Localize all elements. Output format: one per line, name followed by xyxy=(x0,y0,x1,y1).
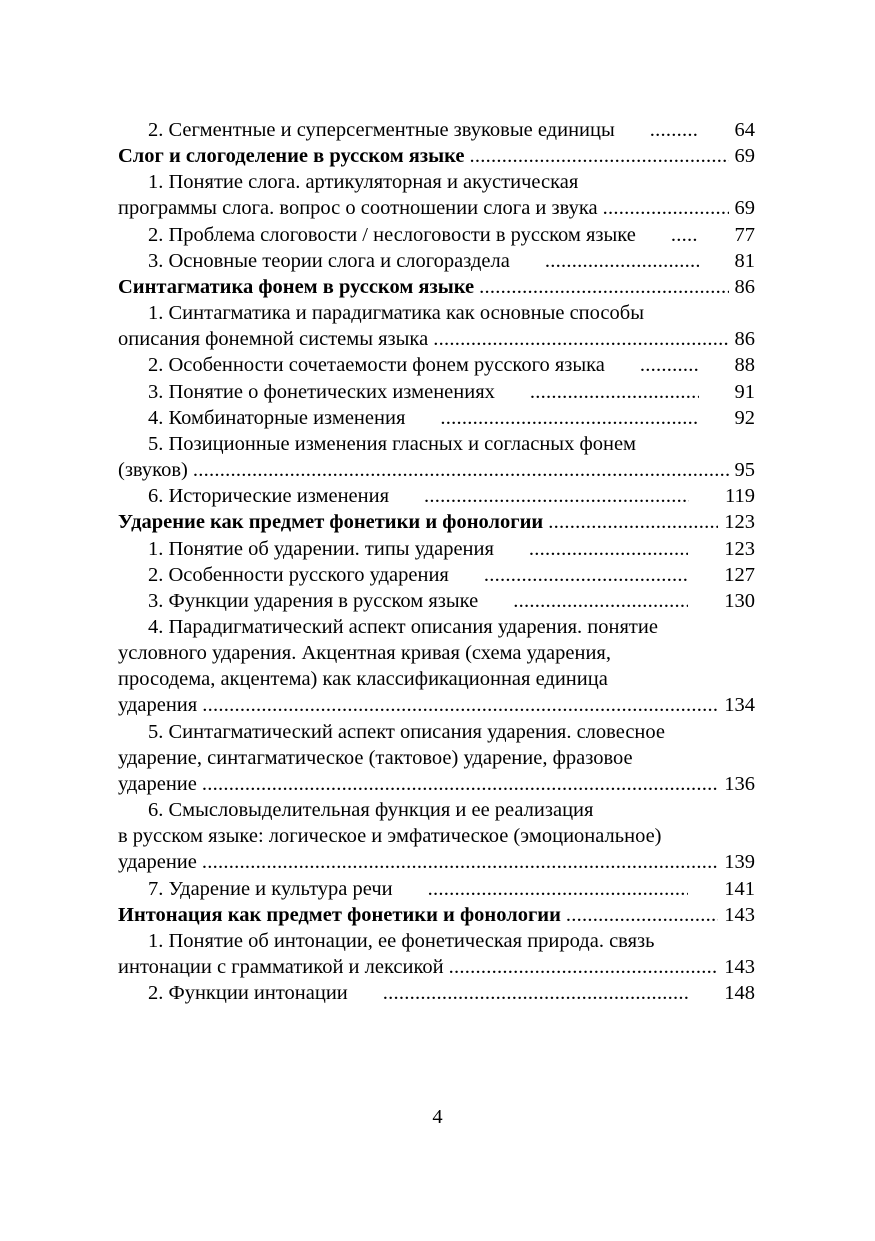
toc-entry-title: Синтагматика фонем в русском языке xyxy=(118,275,475,298)
dot-leader xyxy=(470,143,729,169)
toc-entry-title: 2. Функции интонации xyxy=(148,982,348,1005)
toc-page-number: 69 xyxy=(734,197,755,220)
toc-subsection-entry xyxy=(118,117,755,143)
dot-leader xyxy=(410,405,698,431)
toc-entry-title: (звуков) xyxy=(118,459,188,482)
toc-subsection-entry xyxy=(118,379,755,405)
toc-subsection-entry xyxy=(118,928,755,980)
toc-page-number: 91 xyxy=(734,380,755,403)
toc-entry-leader-line xyxy=(118,954,755,980)
toc-entry-leader-line xyxy=(118,483,755,509)
toc-subsection-entry xyxy=(118,300,755,352)
toc-entry-leader-line xyxy=(118,876,755,902)
toc-entry-title: 4. Комбинаторные изменения xyxy=(148,406,406,429)
dot-leader xyxy=(620,117,699,143)
toc-entry-leader-line xyxy=(118,692,755,718)
dot-leader xyxy=(202,849,718,875)
dot-leader xyxy=(398,876,689,902)
toc-entry-leader-line xyxy=(118,562,755,588)
toc-page-number: 123 xyxy=(724,511,755,534)
toc-page-number: 86 xyxy=(734,328,755,351)
toc-subsection-entry xyxy=(118,588,755,614)
toc-entry-title: 2. Особенности сочетаемости фонем русского языка xyxy=(148,354,605,377)
toc-entry-title: Ударение как предмет фонетики и фонологии xyxy=(118,511,544,534)
toc-page-number: 69 xyxy=(734,145,755,168)
dot-leader xyxy=(202,771,718,797)
toc-entry-title: описания фонемной системы языка xyxy=(118,328,429,351)
toc-page-number: 139 xyxy=(724,851,755,874)
toc-page-number: 123 xyxy=(724,537,755,560)
dot-leader xyxy=(479,274,728,300)
toc-entry-leader-line xyxy=(118,849,755,875)
dot-leader xyxy=(641,222,699,248)
toc-entry-leader-line xyxy=(118,326,755,352)
toc-entry-title: интонации с грамматикой и лексикой xyxy=(118,956,444,978)
toc-page-number: 81 xyxy=(734,249,755,272)
toc-entry-title: 3. Понятие о фонетических изменениях xyxy=(148,380,495,403)
toc-entry-leader-line xyxy=(118,117,755,143)
toc-entry-leader-line xyxy=(118,980,755,1006)
toc-page-number: 127 xyxy=(724,563,755,586)
toc-entry-title: ударение xyxy=(118,851,197,874)
toc-entry-leader-line xyxy=(118,457,755,483)
dot-leader xyxy=(202,692,718,718)
toc-entry-text-line: условного ударения. Акцентная кривая (схема ударения, xyxy=(118,642,611,665)
toc-page-number: 136 xyxy=(724,772,755,795)
toc-subsection-entry xyxy=(118,222,755,248)
toc-subsection-entry xyxy=(118,248,755,274)
toc-subsection-entry xyxy=(118,876,755,902)
table-of-contents xyxy=(118,117,755,1006)
toc-entry-leader-line xyxy=(118,248,755,274)
toc-page-number: 148 xyxy=(724,982,755,1005)
dot-leader xyxy=(433,326,728,352)
toc-entry-text-line: просодема, акцентема) как классификационная единица xyxy=(118,668,608,691)
toc-entry-leader-line xyxy=(118,143,755,169)
toc-entry-title: Слог и слогоделение в русском языке xyxy=(118,145,465,168)
toc-subsection-entry xyxy=(118,483,755,509)
toc-entry-leader-line xyxy=(118,379,755,405)
toc-page-number: 95 xyxy=(734,459,755,482)
toc-entry-title: 2. Проблема слоговости / неслоговости в русском языке xyxy=(148,223,636,246)
toc-entry-leader-line xyxy=(118,771,755,797)
toc-entry-text-line: 5. Позиционные изменения гласных и согласных фонем xyxy=(148,432,637,455)
dot-leader xyxy=(566,902,718,928)
toc-entry-text-line: 6. Смысловыделительная функция и ее реализация xyxy=(148,799,594,822)
toc-entry-title: 3. Основные теории слога и слогораздела xyxy=(148,249,510,272)
toc-entry-leader-line xyxy=(118,536,755,562)
toc-entry-text-line: 1. Понятие об интонации, ее фонетическая природа. связь xyxy=(148,929,655,952)
toc-subsection-entry xyxy=(118,431,755,483)
toc-entry-leader-line xyxy=(118,509,755,535)
toc-entry-leader-line xyxy=(118,405,755,431)
toc-subsection-entry xyxy=(118,562,755,588)
dot-leader xyxy=(454,562,688,588)
toc-entry-title: 2. Особенности русского ударения xyxy=(148,563,449,586)
toc-subsection-entry xyxy=(118,169,755,221)
toc-entry-text-line: 1. Синтагматика и парадигматика как основные способы xyxy=(148,302,644,325)
toc-entry-title: 1. Понятие об ударении. типы ударения xyxy=(148,537,494,560)
toc-entry-title: программы слога. вопрос о соотношении слога и звука xyxy=(118,197,598,220)
toc-entry-title: Интонация как предмет фонетики и фонологии xyxy=(118,903,561,926)
toc-section-heading xyxy=(118,143,755,169)
toc-subsection-entry xyxy=(118,614,755,719)
toc-entry-text-line: в русском языке: логическое и эмфатическое (эмоциональное) xyxy=(118,825,662,848)
dot-leader xyxy=(193,457,729,483)
toc-entry-leader-line xyxy=(118,274,755,300)
toc-page-number: 141 xyxy=(724,877,755,900)
toc-entry-title: 3. Функции ударения в русском языке xyxy=(148,589,479,612)
toc-entry-title: ударения xyxy=(118,694,198,717)
toc-entry-leader-line xyxy=(118,352,755,378)
dot-leader xyxy=(500,379,699,405)
toc-page-number: 77 xyxy=(734,223,755,246)
toc-page-number: 92 xyxy=(734,406,755,429)
toc-section-heading xyxy=(118,509,755,535)
toc-page-number: 119 xyxy=(725,485,755,508)
dot-leader xyxy=(483,588,688,614)
dot-leader xyxy=(515,248,699,274)
toc-entry-text-line: 5. Синтагматический аспект описания ударения. словесное xyxy=(148,720,665,743)
toc-page-number: 134 xyxy=(724,694,755,717)
dot-leader xyxy=(610,352,699,378)
page-number: 4 xyxy=(432,1106,443,1128)
dot-leader xyxy=(353,980,688,1006)
toc-page-number: 64 xyxy=(734,119,755,141)
toc-entry-title: 6. Исторические изменения xyxy=(148,485,390,508)
toc-page-number: 143 xyxy=(724,956,755,978)
toc-subsection-entry xyxy=(118,719,755,797)
toc-page-number: 143 xyxy=(724,903,755,926)
toc-entry-leader-line xyxy=(118,902,755,928)
toc-entry-title: 7. Ударение и культура речи xyxy=(148,877,393,900)
dot-leader xyxy=(499,536,688,562)
toc-entry-text-line: 4. Парадигматический аспект описания ударения. понятие xyxy=(148,615,658,638)
dot-leader xyxy=(548,509,718,535)
toc-subsection-entry xyxy=(118,980,755,1006)
toc-page-number: 88 xyxy=(734,354,755,377)
toc-entry-leader-line xyxy=(118,222,755,248)
toc-entry-title: ударение xyxy=(118,772,197,795)
dot-leader xyxy=(394,483,689,509)
toc-entry-text-line: ударение, синтагматическое (тактовое) ударение, фразовое xyxy=(118,746,633,769)
dot-leader xyxy=(603,195,729,221)
toc-entry-title: 2. Сегментные и суперсегментные звуковые единицы xyxy=(148,119,615,141)
toc-section-heading xyxy=(118,274,755,300)
toc-entry-leader-line xyxy=(118,195,755,221)
toc-subsection-entry xyxy=(118,536,755,562)
toc-entry-text-line: 1. Понятие слога. артикуляторная и акустическая xyxy=(148,171,579,194)
toc-subsection-entry xyxy=(118,352,755,378)
toc-subsection-entry xyxy=(118,797,755,875)
toc-entry-leader-line xyxy=(118,588,755,614)
toc-page-number: 130 xyxy=(724,589,755,612)
dot-leader xyxy=(449,954,719,980)
toc-page-number: 86 xyxy=(734,275,755,298)
toc-subsection-entry xyxy=(118,405,755,431)
toc-section-heading xyxy=(118,902,755,928)
